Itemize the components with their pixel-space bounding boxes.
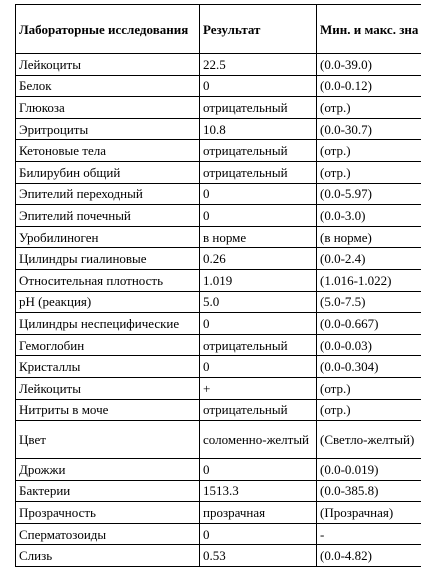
cell-result: 1513.3 [200, 480, 317, 502]
cell-test: Билирубин общий [16, 161, 200, 183]
table-row [16, 75, 421, 97]
table-row [16, 291, 421, 313]
cell-test: Дрожжи [16, 459, 200, 481]
table-row [16, 118, 421, 140]
table-row [16, 356, 421, 378]
table-row [16, 183, 421, 205]
lab-results-container [15, 4, 421, 567]
cell-result: 0 [200, 75, 317, 97]
table-row [16, 140, 421, 162]
table-row [16, 334, 421, 356]
header-result: Результат [200, 5, 317, 54]
cell-test: Цилиндры неспецифические [16, 313, 200, 335]
table-row [16, 248, 421, 270]
cell-test: Гемоглобин [16, 334, 200, 356]
table-row [16, 545, 421, 567]
table-row [16, 269, 421, 291]
cell-test: Цвет [16, 421, 200, 459]
table-row [16, 97, 421, 119]
cell-result: 5.0 [200, 291, 317, 313]
cell-test: Белок [16, 75, 200, 97]
cell-range: (0.0-2.4) [317, 248, 421, 270]
cell-test: Бактерии [16, 480, 200, 502]
cell-range: (Прозрачная) [317, 502, 421, 524]
table-row [16, 480, 421, 502]
cell-test: pH (реакция) [16, 291, 200, 313]
cell-result: 0 [200, 523, 317, 545]
cell-test: Кристаллы [16, 356, 200, 378]
table-row [16, 502, 421, 524]
cell-test: Лейкоциты [16, 377, 200, 399]
cell-range: (0.0-0.03) [317, 334, 421, 356]
cell-result: + [200, 377, 317, 399]
table-row [16, 54, 421, 76]
cell-test: Уробилиноген [16, 226, 200, 248]
cell-test: Прозрачность [16, 502, 200, 524]
cell-range: (0.0-385.8) [317, 480, 421, 502]
table-row [16, 226, 421, 248]
cell-range: (отр.) [317, 97, 421, 119]
cell-range: (0.0-0.12) [317, 75, 421, 97]
cell-range: (0.0-3.0) [317, 205, 421, 227]
lab-results-table [15, 4, 421, 567]
cell-test: Эпителий переходный [16, 183, 200, 205]
table-row [16, 205, 421, 227]
cell-result: отрицательный [200, 161, 317, 183]
cell-test: Цилиндры гиалиновые [16, 248, 200, 270]
cell-result: 0 [200, 459, 317, 481]
cell-result: в норме [200, 226, 317, 248]
cell-result: прозрачная [200, 502, 317, 524]
cell-test: Относительная плотность [16, 269, 200, 291]
cell-result: 22.5 [200, 54, 317, 76]
cell-range: (0.0-30.7) [317, 118, 421, 140]
cell-range: (0.0-0.019) [317, 459, 421, 481]
cell-test: Лейкоциты [16, 54, 200, 76]
cell-test: Глюкоза [16, 97, 200, 119]
cell-result: 0.26 [200, 248, 317, 270]
cell-range: (в норме) [317, 226, 421, 248]
cell-test: Слизь [16, 545, 200, 567]
table-body [16, 54, 421, 567]
cell-range: (0.0-5.97) [317, 183, 421, 205]
table-row [16, 161, 421, 183]
cell-result: соломенно-желтый [200, 421, 317, 459]
cell-range: (5.0-7.5) [317, 291, 421, 313]
table-row [16, 459, 421, 481]
header-test: Лабораторные исследования [16, 5, 200, 54]
cell-range: (отр.) [317, 140, 421, 162]
cell-result: 0 [200, 205, 317, 227]
cell-range: (1.016-1.022) [317, 269, 421, 291]
cell-range: (Светло-желтый) [317, 421, 421, 459]
cell-test: Эпителий почечный [16, 205, 200, 227]
cell-result: 1.019 [200, 269, 317, 291]
cell-result: 10.8 [200, 118, 317, 140]
cell-result: 0 [200, 313, 317, 335]
cell-range: (0.0-39.0) [317, 54, 421, 76]
cell-test: Нитриты в моче [16, 399, 200, 421]
table-header-row [16, 5, 421, 54]
table-row [16, 313, 421, 335]
cell-range: - [317, 523, 421, 545]
cell-test: Кетоновые тела [16, 140, 200, 162]
cell-result: 0 [200, 183, 317, 205]
table-row [16, 421, 421, 459]
cell-range: (отр.) [317, 399, 421, 421]
header-range: Мин. и макс. зна [317, 5, 421, 54]
table-row [16, 523, 421, 545]
cell-range: (отр.) [317, 377, 421, 399]
cell-test: Сперматозоиды [16, 523, 200, 545]
cell-result: отрицательный [200, 97, 317, 119]
cell-result: 0 [200, 356, 317, 378]
cell-result: 0.53 [200, 545, 317, 567]
table-row [16, 399, 421, 421]
cell-range: (0.0-4.82) [317, 545, 421, 567]
cell-range: (отр.) [317, 161, 421, 183]
table-row [16, 377, 421, 399]
cell-test: Эритроциты [16, 118, 200, 140]
cell-result: отрицательный [200, 399, 317, 421]
cell-result: отрицательный [200, 140, 317, 162]
cell-range: (0.0-0.667) [317, 313, 421, 335]
cell-range: (0.0-0.304) [317, 356, 421, 378]
cell-result: отрицательный [200, 334, 317, 356]
